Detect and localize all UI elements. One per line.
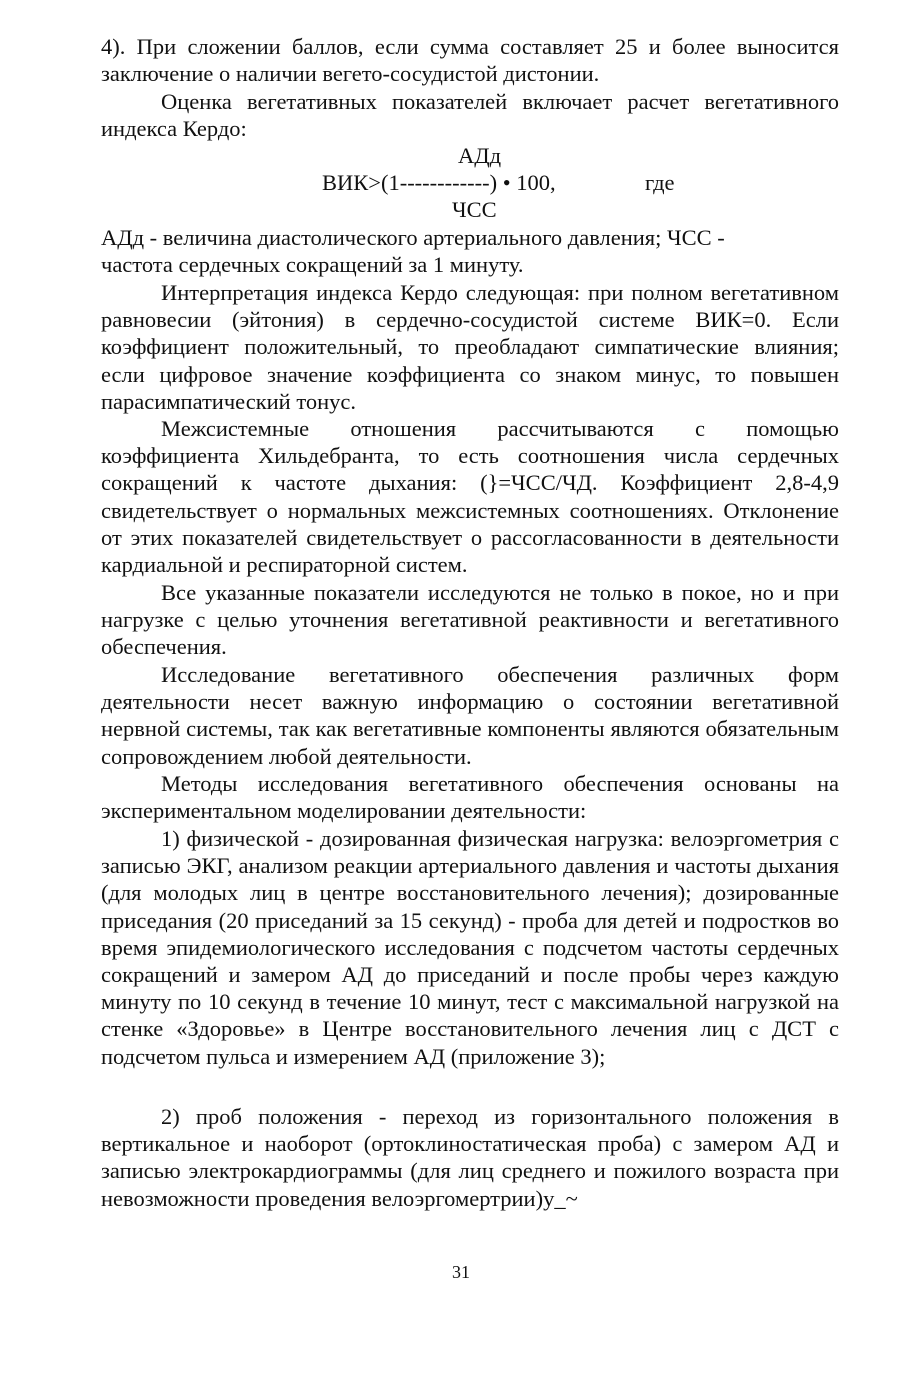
paragraph-vegetative-support: Исследование вегетативного обеспечения различных форм деятельности несет важную информацию о состоянии вегетативной нервной системы, так как вегетативные компоненты являются обязательным сопровождением любой деятельности. xyxy=(101,662,839,769)
formula-main-line: ВИК>(1------------) • 100, xyxy=(322,170,556,195)
paragraph-formula-legend: АДд - величина диастолического артериального давления; ЧСС - частота сердечных сокращений за 1 минуту. xyxy=(101,225,725,278)
page-number: 31 xyxy=(452,1262,470,1282)
list-item-position-tests: 2) проб положения - переход из горизонтального положения в вертикальное и наоборот (ортоклиностатическая проба) с замером АД и записью электрокардиограммы (для лиц среднего и пожилого возраста при невозможности проведения велоэргомертрии)у_~ xyxy=(101,1104,839,1211)
paragraph-vsd-conclusion: 4). При сложении баллов, если сумма составляет 25 и более выносится заключение о наличии вегето-сосудистой дистонии. xyxy=(101,34,839,87)
paragraph-kerdo-interpretation: Интерпретация индекса Кердо следующая: при полном вегетативном равновесии (эйтония) в сердечно-сосудистой системе ВИК=0. Если коэффициент положительный, то преобладают симпатические влияния; если цифровое значение коэффициента со знаком минус, то повышен парасимпатический тонус. xyxy=(101,280,839,414)
formula-numerator: АДд xyxy=(458,143,502,168)
paragraph-load-testing: Все указанные показатели исследуются не только в покое, но и при нагрузке с целью уточнения вегетативной реактивности и вегетативного обеспечения. xyxy=(101,580,839,660)
paragraph-hildebrandt: Межсистемные отношения рассчитываются с помощью коэффициента Хильдебранта, то есть соотношения числа сердечных сокращений к частоте дыхания: (}=ЧСС/ЧД. Коэффициент 2,8-4,9 свидетельствует о нормальных межсистемных соотношениях. Отклонение от этих показателей свидетельствует о рассогласованности в деятельности кардиальной и респираторной систем. xyxy=(101,416,839,578)
paragraph-methods-intro: Методы исследования вегетативного обеспечения основаны на экспериментальном моделировании деятельности: xyxy=(101,771,839,824)
list-item-physical-load: 1) физической - дозированная физическая нагрузка: велоэргометрия с записью ЭКГ, анализом реакции артериального давления и частоты дыхания (для молодых лиц в центре восстановительного лечения); дозированные приседания (20 приседаний за 15 секунд) - проба для детей и подростков во время эпидемиологического исследования с подсчетом частоты сердечных сокращений и замером АД до приседаний и после пробы через каждую минуту по 10 секунд в течение 10 минут, тест с максимальной нагрузкой на стенке «Здоровье» в Центре восстановительного лечения лиц с ДСТ с подсчетом пульса и измерением АД (приложение 3); xyxy=(101,826,839,1069)
formula-where: где xyxy=(645,170,675,195)
paragraph-kerdo-intro: Оценка вегетативных показателей включает расчет вегетативного индекса Кердо: xyxy=(101,89,839,142)
formula-denominator: ЧСС xyxy=(452,197,497,222)
